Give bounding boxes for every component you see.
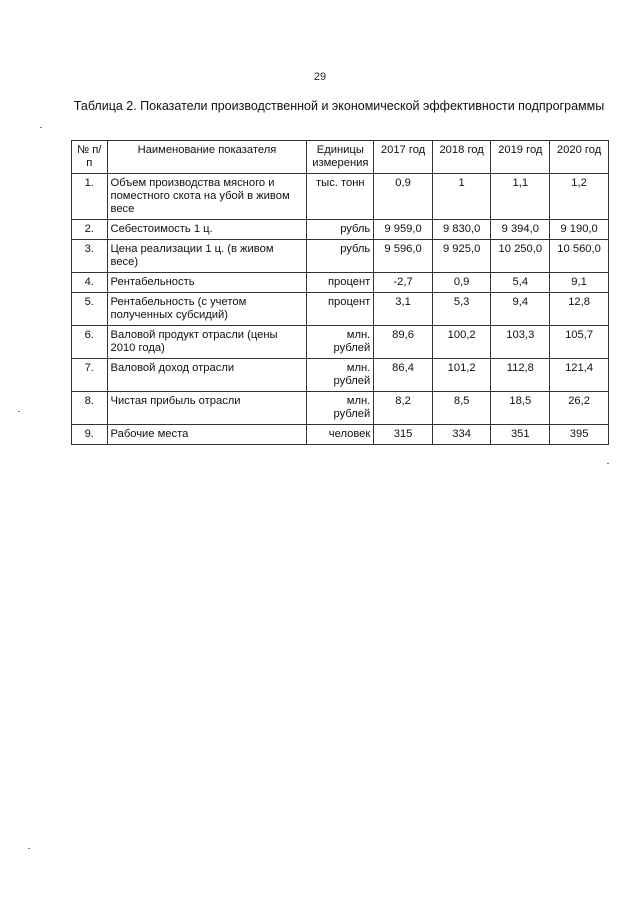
header-2018: 2018 год bbox=[432, 141, 491, 174]
row-unit: процент bbox=[307, 293, 374, 326]
row-num: 2. bbox=[72, 220, 108, 240]
value-2020: 10 560,0 bbox=[550, 240, 609, 273]
row-name: Себестоимость 1 ц. bbox=[107, 220, 307, 240]
row-name: Валовой доход отрасли bbox=[107, 359, 307, 392]
row-unit: тыс. тонн bbox=[307, 174, 374, 220]
value-2020: 121,4 bbox=[550, 359, 609, 392]
value-2018: 9 830,0 bbox=[432, 220, 491, 240]
table-header-row bbox=[72, 141, 609, 174]
value-2018: 1 bbox=[432, 174, 491, 220]
row-num: 7. bbox=[72, 359, 108, 392]
row-name: Рабочие места bbox=[107, 425, 307, 445]
value-2020: 9,1 bbox=[550, 273, 609, 293]
scan-speck bbox=[40, 127, 42, 128]
value-2018: 100,2 bbox=[432, 326, 491, 359]
header-2017: 2017 год bbox=[374, 141, 433, 174]
value-2018: 8,5 bbox=[432, 392, 491, 425]
row-unit: рубль bbox=[307, 240, 374, 273]
row-unit: рубль bbox=[307, 220, 374, 240]
value-2017: 315 bbox=[374, 425, 433, 445]
table-row bbox=[72, 220, 609, 240]
value-2017: 86,4 bbox=[374, 359, 433, 392]
value-2019: 9,4 bbox=[491, 293, 550, 326]
scan-speck bbox=[18, 411, 20, 412]
row-unit: млн. рублей bbox=[307, 326, 374, 359]
header-2020: 2020 год bbox=[550, 141, 609, 174]
row-num: 5. bbox=[72, 293, 108, 326]
row-name: Объем производства мясного и поместного скота на убой в живом весе bbox=[107, 174, 307, 220]
value-2020: 26,2 bbox=[550, 392, 609, 425]
value-2019: 1,1 bbox=[491, 174, 550, 220]
value-2017: 3,1 bbox=[374, 293, 433, 326]
row-num: 4. bbox=[72, 273, 108, 293]
value-2017: 9 596,0 bbox=[374, 240, 433, 273]
row-name: Цена реализации 1 ц. (в живом весе) bbox=[107, 240, 307, 273]
value-2019: 103,3 bbox=[491, 326, 550, 359]
value-2018: 5,3 bbox=[432, 293, 491, 326]
value-2017: -2,7 bbox=[374, 273, 433, 293]
value-2019: 18,5 bbox=[491, 392, 550, 425]
value-2017: 8,2 bbox=[374, 392, 433, 425]
value-2017: 9 959,0 bbox=[374, 220, 433, 240]
value-2019: 10 250,0 bbox=[491, 240, 550, 273]
table-row bbox=[72, 174, 609, 220]
value-2017: 0,9 bbox=[374, 174, 433, 220]
value-2019: 351 bbox=[491, 425, 550, 445]
value-2020: 105,7 bbox=[550, 326, 609, 359]
value-2019: 5,4 bbox=[491, 273, 550, 293]
table-row bbox=[72, 273, 609, 293]
row-name: Рентабельность bbox=[107, 273, 307, 293]
row-num: 9. bbox=[72, 425, 108, 445]
table-row bbox=[72, 359, 609, 392]
table-row bbox=[72, 240, 609, 273]
value-2018: 0,9 bbox=[432, 273, 491, 293]
header-2019: 2019 год bbox=[491, 141, 550, 174]
value-2020: 12,8 bbox=[550, 293, 609, 326]
header-num: № п/п bbox=[72, 141, 108, 174]
row-num: 6. bbox=[72, 326, 108, 359]
value-2017: 89,6 bbox=[374, 326, 433, 359]
value-2020: 1,2 bbox=[550, 174, 609, 220]
scan-speck bbox=[607, 463, 609, 464]
page-number: 29 bbox=[313, 71, 327, 83]
row-num: 8. bbox=[72, 392, 108, 425]
table-caption: Таблица 2. Показатели производственной и экономической эффективности подпрограммы bbox=[73, 99, 605, 113]
row-num: 3. bbox=[72, 240, 108, 273]
row-unit: млн. рублей bbox=[307, 392, 374, 425]
table-row bbox=[72, 392, 609, 425]
row-name: Чистая прибыль отрасли bbox=[107, 392, 307, 425]
value-2018: 101,2 bbox=[432, 359, 491, 392]
table-row bbox=[72, 293, 609, 326]
value-2018: 9 925,0 bbox=[432, 240, 491, 273]
indicators-table bbox=[71, 140, 609, 445]
value-2019: 9 394,0 bbox=[491, 220, 550, 240]
table-row bbox=[72, 326, 609, 359]
value-2018: 334 bbox=[432, 425, 491, 445]
value-2020: 9 190,0 bbox=[550, 220, 609, 240]
row-unit: млн. рублей bbox=[307, 359, 374, 392]
row-unit: процент bbox=[307, 273, 374, 293]
table-row bbox=[72, 425, 609, 445]
row-name: Валовой продукт отрасли (цены 2010 года) bbox=[107, 326, 307, 359]
row-num: 1. bbox=[72, 174, 108, 220]
row-name: Рентабельность (с учетом полученных субсидий) bbox=[107, 293, 307, 326]
row-unit: человек bbox=[307, 425, 374, 445]
header-unit: Единицы измерения bbox=[307, 141, 374, 174]
scan-speck bbox=[28, 848, 30, 849]
value-2020: 395 bbox=[550, 425, 609, 445]
value-2019: 112,8 bbox=[491, 359, 550, 392]
header-name: Наименование показателя bbox=[107, 141, 307, 174]
